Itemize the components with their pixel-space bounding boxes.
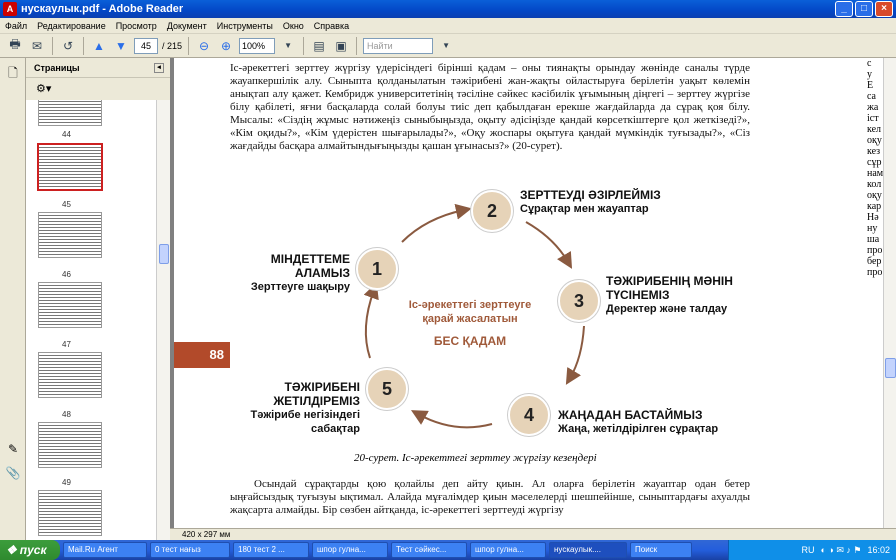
step-5-title: ТӘЖІРИБЕНІ ЖЕТІЛДІРЕМІЗ	[273, 380, 360, 408]
document-scrollbar[interactable]	[883, 58, 896, 528]
step-2-label	[520, 188, 700, 216]
step-5-sub: Тәжірибе негізіндегі сабақтар	[250, 409, 360, 435]
page-number-badge: 88	[174, 342, 230, 368]
window-title: нускаулык.pdf - Adobe Reader	[21, 3, 184, 15]
step-1-sub: Зерттеуге шақыру	[250, 281, 350, 293]
page-total: / 215	[162, 40, 183, 51]
next-page-icon[interactable]: ▼	[115, 38, 127, 53]
adobe-reader-icon: A	[3, 2, 17, 16]
thumbnail-number: 48	[62, 410, 71, 419]
close-button[interactable]: ×	[875, 1, 893, 17]
menu-tools[interactable]: Инструменты	[216, 20, 273, 31]
menu-edit[interactable]: Редактирование	[37, 20, 106, 31]
step-4-label	[558, 408, 758, 436]
step-4-circle: 4	[508, 394, 550, 436]
print-icon[interactable]: 🖶	[9, 37, 21, 51]
panel-title: Страницы	[34, 62, 80, 73]
maximize-button[interactable]: □	[855, 1, 873, 17]
system-tray	[728, 540, 896, 560]
thumbnail-number: 47	[62, 340, 71, 349]
start-button[interactable]: ❖ пуск	[0, 540, 60, 560]
minimize-button[interactable]: _	[835, 1, 853, 17]
menu-help[interactable]: Справка	[313, 20, 350, 31]
page-thumbnail[interactable]	[38, 490, 102, 536]
menu-bar	[0, 18, 896, 34]
task-test3[interactable]: Тест сәйкес...	[391, 542, 467, 558]
page-size: 420 x 297 мм	[182, 530, 231, 539]
step-4-sub: Жаңа, жетілдірілген сұрақтар	[558, 423, 719, 435]
step-4-title: ЖАҢАДАН БАСТАЙМЫЗ	[558, 408, 703, 422]
select-icon[interactable]: ↺	[62, 38, 74, 53]
step-1-label	[230, 252, 350, 294]
page-thumbnail[interactable]	[38, 100, 102, 126]
task-test1[interactable]: 0 тест нағыз	[150, 542, 230, 558]
step-2-title: ЗЕРТТЕУДІ ӘЗІРЛЕЙМІЗ	[520, 188, 661, 202]
step-1-title: МІНДЕТТЕМЕ АЛАМЫЗ	[270, 252, 350, 280]
page-thumbnail[interactable]	[38, 282, 102, 328]
next-page-edge: с у Е са жа іст кел оқу кез сұр нам кол оқу кар Нә ну ша про бер про	[867, 58, 883, 528]
task-search[interactable]: Поиск	[630, 542, 692, 558]
paragraph-1: Іс-әрекеттегі зерттеу жүргізу үдерісіндегі бірінші қадам – оны тиянақты орындау жөнінде саналы түрде жауапкершілік алу. Сыныпта қолданылатын тәжірибені жан-жақты ойластыруға берілетін уақыт көлемін анықтап алу қажет. Кембридж университетінің тәсіліне сәйкес кәсібилік ұғымының діңгегі – зерттеу жүргізе білу қабілеті, яғни басқаларда солай болуы тиіс деп қабылдаған ерекше жағдайларда да сұрақ қоя білу. Мысалы: «Сіздің жұмыс нәтижеңіз сыныбыңызда, оқыту әдісіңізде қандай көрсеткіштерге қол жеткізеді?», «Кім оқиды?», «Кім үдерістен шығарылады?», «Оқу жоспары оқытуға қандай мүмкіндік туғызады?», «Сіз жағдайды басқара алмайтындығыңызды қашан ұғынасыз?» (20-сурет).	[230, 62, 750, 152]
task-pdf-active[interactable]: нускаулык....	[549, 542, 627, 558]
thumbnail-number: 44	[62, 130, 71, 139]
thumbnail-scrollbar[interactable]	[156, 100, 170, 540]
page-thumbnail[interactable]	[38, 212, 102, 258]
email-icon[interactable]: ✉	[31, 38, 43, 53]
panel-options-icon[interactable]: ⚙▾	[36, 82, 52, 95]
thumbnail-number: 46	[62, 270, 71, 279]
toolbar	[0, 34, 896, 58]
title-bar	[0, 0, 896, 18]
task-test2[interactable]: 180 тест 2 ...	[233, 542, 309, 558]
find-input[interactable]: Найти	[363, 38, 433, 54]
zoom-out-icon[interactable]: ⊖	[199, 38, 210, 53]
menu-document[interactable]: Документ	[166, 20, 207, 31]
step-3-circle: 3	[558, 280, 600, 322]
zoom-select[interactable]: 100%	[239, 38, 275, 54]
step-2-circle: 2	[471, 190, 513, 232]
step-5-circle: 5	[366, 368, 408, 410]
step-3-label	[606, 274, 756, 316]
thumbnail-number: 45	[62, 200, 71, 209]
pdf-page	[174, 58, 867, 528]
pages-panel-icon[interactable]: 🗋	[8, 66, 18, 80]
attachments-icon[interactable]: 📎	[5, 466, 21, 480]
task-shpor1[interactable]: шпор гулна...	[312, 542, 388, 558]
fit-page-icon[interactable]: ▤	[313, 38, 325, 53]
menu-view[interactable]: Просмотр	[115, 20, 157, 31]
clock: 16:02	[867, 545, 890, 555]
bookmarks-icon[interactable]: ✎	[7, 442, 19, 456]
panel-header	[26, 58, 170, 78]
page-thumbnail[interactable]	[38, 352, 102, 398]
language-indicator[interactable]: RU	[801, 545, 815, 555]
step-3-sub: Деректер және талдау	[606, 303, 728, 315]
task-shpor2[interactable]: шпор гулна...	[470, 542, 546, 558]
step-5-label	[230, 380, 360, 436]
thumbnail-number: 49	[62, 478, 71, 487]
tray-icons: ◐ ◑ ✉ ♪ ⚑	[820, 544, 862, 555]
center-line1: Іс-әрекеттегі зерттеуге қарай жасалатын	[408, 299, 532, 325]
document-view[interactable]	[170, 58, 883, 528]
paragraph-2: Осындай сұрақтарды қою қолайлы деп айту қиын. Ал оларға берілетін жауаптар одан бетер ыңғайсыздық туғызуы ықтимал. Алайда мұғалімдер қиын мәселелерді шешпейінше, сыныптардағы ахуалды жақсарта алмайды. Бір сөзбен айтқанда, іс-әрекеттегі зерттеуді жүргізу	[230, 478, 750, 516]
page-thumbnail[interactable]	[38, 422, 102, 468]
thumbnail-list	[26, 100, 156, 540]
chevron-down-icon[interactable]: ▼	[284, 41, 292, 50]
windows-logo-icon: ❖	[6, 543, 17, 557]
step-3-title: ТӘЖІРИБЕНІҢ МӘНІН ТҮСІНЕМІЗ	[606, 274, 733, 302]
zoom-in-icon[interactable]: ⊕	[221, 38, 232, 53]
prev-page-icon[interactable]: ▲	[93, 38, 105, 53]
page-thumbnail-selected[interactable]	[38, 144, 102, 190]
status-bar	[170, 528, 896, 540]
diagram-center-title	[402, 298, 538, 348]
taskbar	[0, 540, 896, 560]
task-mailru[interactable]: Mail.Ru Агент	[63, 542, 147, 558]
step-2-sub: Сұрақтар мен жауаптар	[520, 203, 649, 215]
step-1-circle: 1	[356, 248, 398, 290]
figure-caption: 20-сурет. Іс-әрекеттегі зерттеу жүргізу кезеңдері	[354, 452, 597, 464]
fit-width-icon[interactable]: ▣	[335, 38, 347, 53]
pages-panel	[26, 58, 170, 540]
center-line2: БЕС ҚАДАМ	[433, 334, 507, 348]
navigation-strip	[0, 58, 26, 540]
close-panel-icon[interactable]: ◂	[154, 63, 164, 73]
menu-window[interactable]: Окно	[282, 20, 304, 31]
find-dropdown-icon[interactable]: ▼	[442, 41, 450, 50]
menu-file[interactable]: Файл	[5, 20, 28, 31]
page-number-input[interactable]: 45	[134, 38, 158, 54]
